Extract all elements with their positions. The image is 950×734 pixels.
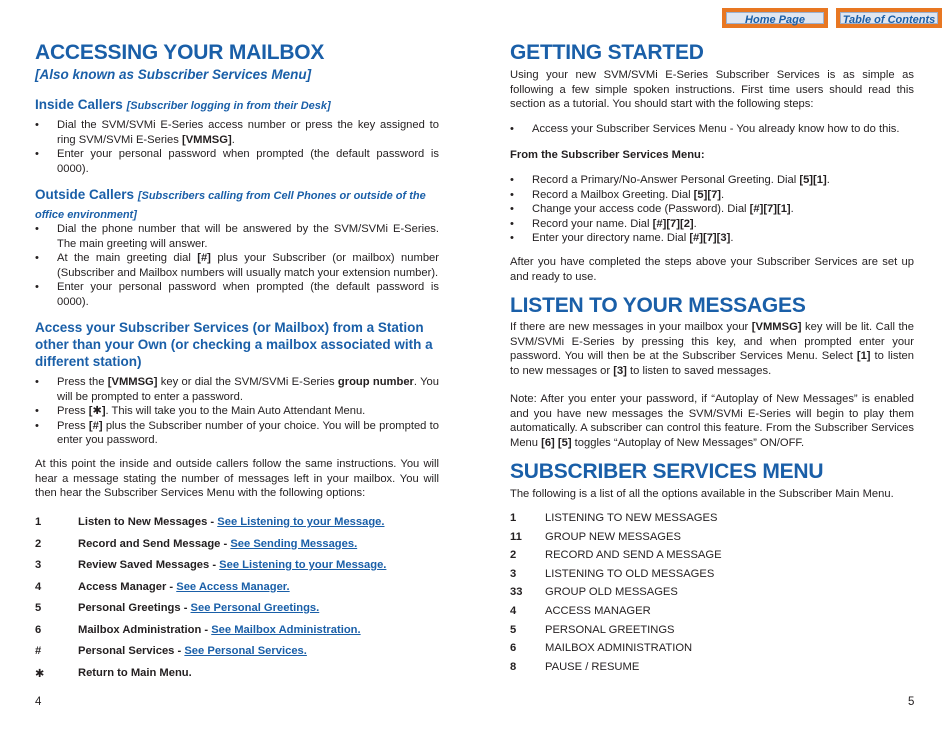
outside-callers-list [35,222,439,309]
getting-started-list [510,122,914,137]
option-row [35,538,440,554]
option-key: 5 [35,602,42,614]
menu-option-row [510,586,810,602]
getting-started-paragraph: Using your new SVM/SVMi E-Series Subscriber Services is as simple as following a few simple spoken instructions. First time users should read this section as a tutorial. You should start with the following steps: [510,69,914,110]
option-link[interactable]: See Access Manager. [176,580,290,593]
list-item: • Dial the phone number that will be answered by the SVM/SVMi E-Series. The main greeting will answer. [35,222,439,251]
listen-paragraph-1: If there are new messages in your mailbox your [VMMSG] key will be lit. Call the SVM/SVMi E-Series by pressing this key, and when prompted enter your password. You will then be at the Subscriber Services Menu. Select [1] to listen to new messages or [3] to listen to saved messages. [510,321,914,377]
list-item: • Enter your personal password when prompted (the default password is 0000). [35,280,439,309]
list-item: • Press [✱]. This will take you to the Main Auto Attendant Menu. [35,404,439,419]
option-label: Listen to New Messages - [78,516,218,528]
option-label-wrap [78,538,357,550]
menu-option-key: 1 [510,512,517,524]
inside-callers-title: Inside Callers [35,97,123,112]
menu-option-row [510,642,810,658]
outside-callers-note: [Subscribers calling from Cell Phones or outside of the office environment] [35,190,426,221]
menu-option-key: 6 [510,642,517,655]
option-label-wrap [78,667,192,679]
list-item: • Dial the SVM/SVMi E-Series access number or press the key assigned to ring SVM/SVMi E-Series [VMMSG]. [35,118,439,147]
option-link[interactable]: See Listening to your Message. [219,559,387,571]
from-menu-label: From the Subscriber Services Menu: [510,149,705,161]
menu-option-key: 3 [510,567,517,580]
menu-option-label: GROUP OLD MESSAGES [545,586,678,599]
menu-option-row [510,605,810,621]
menu-option-row [510,568,810,584]
station-heading: Access your Subscriber Services (or Mailbox) from a Station other than your Own (or checking a mailbox associated with a different station) [35,320,433,369]
inside-callers-note: [Subscriber logging in from their Desk] [126,100,331,112]
option-label: Personal Greetings - [78,602,191,614]
page-title-accessing-mailbox: ACCESSING YOUR MAILBOX [35,41,325,64]
menu-option-key: 4 [510,605,517,617]
menu-option-label: GROUP NEW MESSAGES [545,530,681,543]
option-row [35,624,440,640]
option-label: Personal Services - [78,645,185,657]
instructions-paragraph: At this point the inside and outside callers follow the same instructions. You will hear a message stating the number of messages left in your mailbox. You will then hear the Subscriber Services Menu with the following options: [35,458,439,499]
option-link[interactable]: See Personal Greetings. [190,602,320,614]
option-label: Review Saved Messages - [78,559,220,571]
list-item: • Enter your personal password when prompted (the default password is 0000). [35,147,439,176]
option-key: 4 [35,580,42,593]
list-item: • Change your access code (Password). Dial [#][7][1]. [510,202,914,217]
option-label-wrap [78,645,307,657]
steps-list [510,173,914,246]
menu-option-key: 5 [510,623,517,636]
subscriber-services-paragraph: The following is a list of all the options available in the Subscriber Main Menu. [510,488,894,500]
list-item: • Record a Mailbox Greeting. Dial [5][7]. [510,188,914,203]
page-number-right: 5 [908,696,915,708]
option-row [35,645,440,661]
menu-option-row [510,624,810,640]
outside-callers-heading [35,186,430,224]
list-item: • Press the [VMMSG] key or dial the SVM/SVMi E-Series group number. You will be prompted to enter a password. [35,375,439,404]
option-row [35,602,440,618]
menu-option-key: 33 [510,586,523,599]
left-page [35,0,440,734]
option-row [35,667,440,683]
option-key: ✱ [35,667,45,680]
option-row [35,581,440,597]
menu-option-key: 11 [510,530,522,543]
menu-option-row [510,549,810,565]
option-label: Record and Send Message - [78,537,231,550]
option-label-wrap [78,516,385,528]
menu-option-label: PERSONAL GREETINGS [545,623,675,636]
option-label: Access Manager - [78,580,177,593]
option-label-wrap [78,559,386,571]
option-label-wrap [78,581,290,593]
list-item: • Press [#] plus the Subscriber number of your choice. You will be prompted to enter you password. [35,419,439,448]
menu-option-label: RECORD AND SEND A MESSAGE [545,549,722,562]
menu-option-row [510,512,810,528]
list-item: • Access your Subscriber Services Menu - You already know how to do this. [510,122,914,137]
list-item: • Enter your directory name. Dial [#][7][3]. [510,231,914,246]
option-key: 1 [35,516,42,528]
menu-option-row [510,531,810,547]
subtitle: [Also known as Subscriber Services Menu] [35,67,312,82]
option-label-wrap [78,624,361,636]
menu-option-label: MAILBOX ADMINISTRATION [545,642,693,655]
right-page [510,0,915,734]
option-key: 6 [35,623,42,636]
option-row [35,516,440,532]
menu-option-row [510,661,810,677]
menu-option-label: LISTENING TO NEW MESSAGES [545,512,718,524]
station-list [35,375,439,448]
list-item: • At the main greeting dial [#] plus your Subscriber (or mailbox) number (Subscriber and Mailbox numbers will usually match your extension number). [35,251,439,280]
option-link[interactable]: See Mailbox Administration. [211,623,361,636]
listen-paragraph-2: Note: After you enter your password, if “Autoplay of New Messages” is enabled and you have new messages the SVM/SVMi E-Series will begin to play them automatically. A subscriber can control this feature. From the Subscriber Services Menu [6] [5] toggles “Autoplay of New Messages” ON/OFF. [510,393,914,449]
menu-option-label: PAUSE / RESUME [545,660,640,673]
option-key: # [35,645,42,657]
subscriber-services-menu-title: SUBSCRIBER SERVICES MENU [510,460,824,483]
inside-callers-heading [35,96,331,115]
option-link[interactable]: See Personal Services. [184,645,307,657]
option-row [35,559,440,575]
inside-callers-list [35,118,439,176]
outside-callers-title: Outside Callers [35,187,135,202]
menu-option-key: 8 [510,660,517,673]
option-key: 2 [35,537,42,550]
option-key: 3 [35,559,42,571]
list-item: • Record a Primary/No-Answer Personal Greeting. Dial [5][1]. [510,173,914,188]
home-page-label: Home Page [726,12,824,24]
option-label: Mailbox Administration - [78,623,212,636]
list-item: • Record your name. Dial [#][7][2]. [510,217,914,232]
option-label: Return to Main Menu. [78,666,192,679]
option-label-wrap [78,602,319,614]
getting-started-title: GETTING STARTED [510,41,704,64]
option-link[interactable]: See Sending Messages. [230,537,358,550]
page-number-left: 4 [35,696,42,708]
menu-option-label: LISTENING TO OLD MESSAGES [545,567,715,580]
option-link[interactable]: See Listening to your Message. [217,516,385,528]
after-setup-paragraph: After you have completed the steps above your Subscriber Services are set up and ready to use. [510,256,914,283]
menu-option-key: 2 [510,549,517,562]
table-of-contents-label: Table of Contents [840,12,938,24]
listen-messages-title: LISTEN TO YOUR MESSAGES [510,294,806,317]
menu-option-label: ACCESS MANAGER [545,605,651,617]
